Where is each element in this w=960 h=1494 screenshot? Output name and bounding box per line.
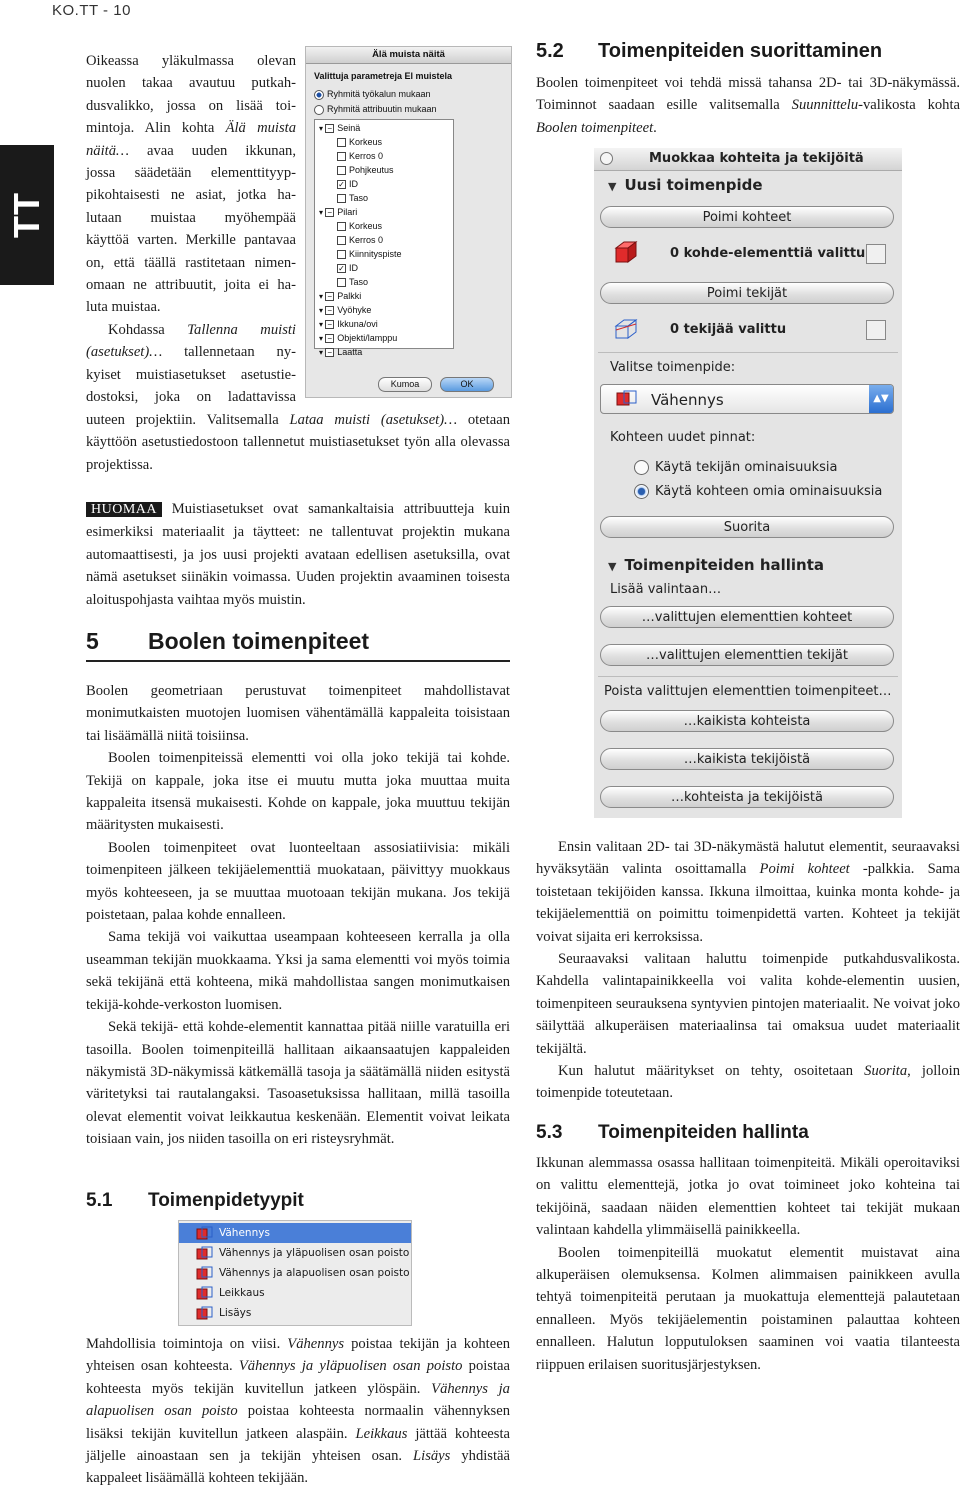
section-tab: [0, 145, 54, 285]
paragraph: Boolen toimenpiteillä muokatut elementit muistavat aina alkuperäisen olemuksensa. Kolmen alimmaisen painikkeen avulla tehtyä toimenpiteitä perutaan ja muokattuja elementtejä palautetaan ennalleen. Myös tekijäelementin poistaminen palauttaa kohteen ennalleen. Halutun lopputuloksen saaminen voi vaatia tilanteesta riippuen erilaisen suoritusjärjestyksen.: [536, 1244, 960, 1373]
radio-group-by-tool-label: Ryhmitä työkalun mukaan: [327, 89, 431, 99]
section-5-3-body: [536, 1152, 960, 1376]
checkbox-icon: [337, 194, 346, 203]
radio-off-icon: [314, 105, 324, 115]
operation-menu-item[interactable]: [179, 1303, 411, 1323]
section-5-2-body: [536, 836, 960, 1105]
text-line: Oikeassa yläkulmassa olevan: [86, 53, 296, 69]
intro-p2-lines: [86, 319, 296, 409]
checkbox-icon: [337, 138, 346, 147]
attribute-tree[interactable]: [314, 119, 454, 358]
tree-checkbox-item[interactable]: [337, 179, 358, 189]
radio-group-by-attribute[interactable]: [314, 104, 437, 115]
selected-operators-button[interactable]: …valittujen elementtien tekijät: [600, 644, 894, 666]
checkbox-icon: [337, 250, 346, 259]
page-number: KO.TT - 10: [52, 2, 131, 19]
section-5-rule: [86, 660, 510, 662]
text-line: nuolen takaa avautuu putkah-: [86, 75, 296, 92]
section-5-3-title: Toimenpiteiden hallinta: [598, 1122, 809, 1143]
section-new-operation[interactable]: [608, 176, 763, 194]
checkbox-icon: −: [325, 124, 334, 133]
expand-arrow-icon: ▾: [319, 348, 326, 357]
new-surfaces-label: Kohteen uudet pinnat:: [610, 430, 756, 445]
operation-menu-label: Vähennys: [219, 1227, 270, 1239]
operation-icon: [195, 1305, 215, 1321]
remove-operations-label: Poista valittujen elementtien toimenpiteet…: [604, 684, 892, 699]
section-5-3-number: 5.3: [536, 1122, 563, 1143]
radio-use-target-attributes[interactable]: [634, 484, 882, 499]
radio-use-operator-attributes-label: Käytä tekijän ominaisuuksia: [655, 460, 838, 475]
disclosure-triangle-icon: ▼: [608, 180, 617, 193]
tree-item-label: Kerros 0: [349, 235, 384, 245]
intro-text: [86, 50, 296, 409]
tree-item-label: Pilari: [337, 207, 358, 217]
tree-item-label: Ikkuna/ovi: [337, 319, 378, 329]
tree-checkbox-item[interactable]: [337, 193, 368, 203]
tree-item-label: Kerros 0: [349, 151, 384, 161]
tree-item-label: Pohjkeutus: [349, 165, 394, 175]
tree-group[interactable]: [319, 333, 397, 343]
tree-checkbox-item[interactable]: [337, 277, 368, 287]
expand-arrow-icon: ▾: [319, 306, 326, 315]
note-badge: HUOMAA: [86, 502, 162, 517]
tree-checkbox-item[interactable]: [337, 221, 382, 231]
cancel-button[interactable]: Kumoa: [378, 377, 432, 392]
all-operators-button[interactable]: …kaikista tekijöistä: [600, 748, 894, 770]
execute-button[interactable]: Suorita: [600, 516, 894, 538]
checkbox-icon: −: [325, 208, 334, 217]
text-line: lutaan muistaa myöhempää: [86, 209, 296, 226]
ok-button[interactable]: OK: [440, 377, 494, 392]
tree-item-label: Taso: [349, 193, 369, 203]
text-line: pikohtaisesti ne asiat, jotka ha-: [86, 187, 296, 204]
section-tab-label: TT: [6, 192, 47, 238]
tree-item-label: Kiinnityspiste: [349, 249, 402, 259]
tree-item-label: Vyöhyke: [337, 305, 372, 315]
checkbox-icon: ✓: [338, 264, 345, 274]
section-manage-operations[interactable]: [608, 556, 824, 574]
all-targets-button[interactable]: …kaikista kohteista: [600, 710, 894, 732]
expand-arrow-icon: ▾: [319, 292, 326, 301]
expand-arrow-icon: ▾: [319, 124, 326, 133]
operation-icon: [195, 1285, 215, 1301]
palette-title-bar: [594, 148, 902, 171]
tree-group[interactable]: [319, 305, 371, 315]
tree-group[interactable]: [319, 123, 360, 133]
tree-item-label: ID: [349, 263, 358, 273]
tree-item-label: Laatta: [337, 347, 363, 357]
radio-use-target-attributes-label: Käytä kohteen omia ominaisuuksia: [655, 484, 883, 499]
dropdown-arrows-icon: ▲▼: [869, 385, 893, 413]
radio-group-by-attribute-label: Ryhmitä attribuutin mukaan: [327, 104, 437, 114]
text-line: dusvalikko, jossa on lisää toi-: [86, 97, 296, 114]
text-line: on, että täällä rastitetaan nimen-: [86, 254, 296, 271]
tree-item-label: Taso: [349, 277, 369, 287]
operation-selected: Vähennys: [651, 391, 724, 409]
operation-icon: [195, 1245, 215, 1261]
checkbox-icon: −: [325, 348, 334, 357]
operation-menu-label: Lisäys: [219, 1307, 252, 1319]
text-line: (asetukset)… tallennetaan ny-: [86, 344, 296, 361]
text-line: näitä… avaa uuden ikkunan,: [86, 142, 296, 159]
radio-off-icon: [634, 460, 649, 475]
section-5-2-intro: Boolen toimenpiteet voi tehdä missä tahansa 2D- tai 3D-näkymässä. Toiminnot saadaan esille valitsemalla Suunnittelu-valikosta kohta Boolen toimenpiteet.: [536, 75, 960, 136]
paragraph: Sekä tekijä- että kohde-elementit kannattaa pitää niille varatuilla eri tasoilla. Boolen toimenpiteillä hallitaan aikaansaatujen kappaleiden näkymistä 3D-näkymissä kätkemällä tasoja ja säätämällä niiden esitystä väritetyksi tai rautalangaksi. Tasoasetuksissa hallitaan, millä tasoilla olevat elementit voivat leikkautua keskenään. Elementit voivat leikata toisiaan vain, jos niiden tasoilla on eri risteysryhmät.: [86, 1019, 510, 1148]
paragraph: Ikkunan alemmassa osassa hallitaan toimenpiteitä. Mikäli operoitaviksi on valittu elementtejä, jotka jo ovat toimineet joko kohteina tai tekijöinä, saadaan näiden elementtien kohteet tai tekijät mukaan valintaan kahdella ylimmäisellä painikkeella.: [536, 1155, 960, 1239]
operators-count: 0 tekijää valittu: [670, 322, 787, 337]
text-line: kyiset muistiasetukset asetustie-: [86, 366, 296, 383]
page-header: [0, 0, 960, 24]
dialog-title: Älä muista näitä: [306, 47, 511, 64]
radio-group-by-tool[interactable]: [314, 89, 431, 100]
section-5-body: [86, 680, 510, 1151]
operation-menu-item[interactable]: [179, 1223, 411, 1243]
dont-remember-dialog: [305, 46, 512, 398]
tree-item-label: Seinä: [337, 123, 361, 133]
expand-arrow-icon: ▾: [319, 320, 326, 329]
palette-title: Muokkaa kohteita ja tekijöitä: [649, 151, 864, 166]
note-text: Muistiasetukset ovat samankaltaisia attribuutteja kuin esimerkiksi materiaalit ja täytteet: ne tallentuvat projektin mukana automaattisesti, ja jos uusi projekti avataan edellisen asetuksilla, ovat nämä asetukset siinäkin voimassa. Uuden projektin avaaminen toisesta aloituspohjasta vaihtaa myös muistin.: [86, 501, 510, 608]
paragraph: Ensin valitaan 2D- tai 3D-näkymästä halutut elementit, seuraavaksi hyväksytään valinta osoittamalla Poimi kohteet -palkkia. Sama toistetaan tekijöiden kanssa. Ikkuna ilmoittaa, kuinka monta kohde- ja tekijäelementtiä on poimittu toimenpidettä varten. Kohteet ja tekijät voivat sijaita eri kerroksissa.: [536, 839, 960, 945]
checkbox-icon: −: [325, 306, 334, 315]
radio-use-operator-attributes[interactable]: [634, 460, 838, 475]
section-5-2-number: 5.2: [536, 40, 564, 62]
section-5-heading: [86, 628, 369, 655]
checkbox-icon: [337, 166, 346, 175]
intro-lines: [86, 50, 296, 319]
operations-text: Mahdollisia toimintoja on viisi. Vähennys poistaa tekijän ja kohteen yhteisen osan kohteesta. Vähennys ja yläpuolisen osan poisto poistaa kohteesta myös tekijän kuvitellun jatkeen ylöspäin. Vähennys ja alapuolisen osan poisto poistaa kohteesta normaalin vähennyksen lisäksi tekijän kuvitellun jatkeen alaspäin. Leikkaus jättää kohteesta jäljelle ainoastaan sen ja tekijän yhteisen osan. Lisäys yhdistää kappaleet lisäämällä kohteen tekijään.: [86, 1336, 510, 1487]
operation-icon: [195, 1225, 215, 1241]
tree-checkbox-item[interactable]: [337, 249, 402, 259]
operation-dropdown[interactable]: [600, 384, 894, 414]
section-5-1-number: 5.1: [86, 1190, 113, 1211]
operations-menu[interactable]: [178, 1220, 412, 1326]
expand-arrow-icon: ▾: [319, 334, 326, 343]
tree-checkbox-item[interactable]: [337, 263, 358, 273]
text-line: luta muistaa.: [86, 299, 161, 316]
operation-menu-item[interactable]: [179, 1283, 411, 1303]
operation-menu-item[interactable]: [179, 1263, 411, 1283]
radio-on-icon: [314, 90, 324, 100]
tree-checkbox-item[interactable]: [337, 151, 383, 161]
section-new-operation-label: Uusi toimenpide: [624, 176, 763, 194]
close-circle-icon[interactable]: [600, 152, 613, 165]
tree-checkbox-item[interactable]: [337, 235, 383, 245]
checkbox-icon: −: [325, 320, 334, 329]
boolean-operations-palette: [594, 148, 902, 818]
tree-item-label: ID: [349, 179, 358, 189]
tree-item-label: Korkeus: [349, 221, 383, 231]
section-5-3-heading: [536, 1122, 809, 1144]
tree-checkbox-item[interactable]: [337, 165, 394, 175]
dialog-group-label: Valittuja parametreja El muistela: [314, 71, 453, 81]
tree-group[interactable]: [319, 291, 361, 301]
separator: [598, 676, 898, 677]
operation-menu-label: Leikkaus: [219, 1287, 265, 1299]
paragraph: Boolen geometriaan perustuvat toimenpiteet mahdollistavat monimutkaisten muotojen luomisen vähentämällä kappaleita toisistaan tai lisäämällä niitä toisiinsa.: [86, 683, 510, 744]
paragraph: Sama tekijä voi vaikuttaa useampaan kohteeseen kerralla ja olla useamman tekijän muokkaama. Yksi ja sama elementti voi myös toimia sekä tekijänä että kohteena, mikä mahdollistaa sangen monimutkaisen tekijä-kohde-verkoston luomisen.: [86, 929, 510, 1013]
tree-group[interactable]: [319, 347, 362, 357]
text-line: Kohdassa Tallenna muisti: [108, 321, 296, 338]
select-operators-icon[interactable]: [866, 320, 886, 340]
tree-checkbox-item[interactable]: [337, 137, 382, 147]
checkbox-icon: [337, 152, 346, 161]
selected-targets-button[interactable]: …valittujen elementtien kohteet: [600, 606, 894, 628]
section-5-1-title: Toimenpidetyypit: [148, 1190, 304, 1211]
select-targets-icon[interactable]: [866, 244, 886, 264]
text-line: käyttöä varten. Merkille pantavaa: [86, 232, 296, 249]
pick-targets-button[interactable]: Poimi kohteet: [600, 206, 894, 228]
section-manage-operations-label: Toimenpiteiden hallinta: [624, 556, 825, 574]
tree-item-label: Palkki: [337, 291, 362, 301]
section-5-title: Boolen toimenpiteet: [148, 628, 370, 654]
checkbox-icon: [337, 278, 346, 287]
radio-on-icon: [634, 484, 649, 499]
disclosure-triangle-icon: ▼: [608, 560, 617, 573]
tree-item-label: Objekti/lamppu: [337, 333, 398, 343]
operator-cube-icon: [612, 316, 638, 342]
paragraph: Boolen toimenpiteet ovat luonteeltaan assosiatiivisia: mikäli toimenpiteen jälkeen tekijäelementtiä muokataan, päivittyy muokkaus myös kohteeseen, ja se muuttaa muotoaan tekijän mukana. Jos tekijä poistetaan, palaa kohde ennalleen.: [86, 839, 510, 924]
add-to-selection-label: Lisää valintaan…: [610, 582, 722, 597]
separator: [598, 352, 898, 353]
section-5-1-heading: [86, 1190, 304, 1212]
tree-item-label: Korkeus: [349, 137, 383, 147]
checkbox-icon: ✓: [338, 180, 345, 190]
operation-menu-label: Vähennys ja alapuolisen osan poisto: [219, 1267, 410, 1279]
pick-operators-button[interactable]: Poimi tekijät: [600, 282, 894, 304]
checkbox-icon: [337, 222, 346, 231]
target-cube-icon: [612, 240, 638, 266]
paragraph: Boolen toimenpiteissä elementti voi olla joko tekijä tai kohde. Tekijä on kappale, joka itse ei muutu mutta joka muuttaa muita kappaleita itsensä mukaisesti. Kohde on kappale, joka muuttuu tekijän määritysten mukaisesti.: [86, 750, 510, 834]
tree-group[interactable]: [319, 207, 357, 217]
tree-group[interactable]: [319, 319, 378, 329]
section-5-2-heading: [536, 40, 882, 63]
section-5-2-title: Toimenpiteiden suorittaminen: [598, 40, 883, 62]
text-line: omaan ne attribuutit, joita ei ha-: [86, 277, 296, 294]
checkbox-icon: −: [325, 334, 334, 343]
text-line: mintoja. Alin kohta Älä muista: [86, 120, 296, 137]
intro-p2-full: uuteen projektiin. Valitsemalla Lataa muisti (asetukset)… otetaan käyttöön asetustiedostoon tallennetut muistiasetukset työn alla olevassa projektissa.: [86, 412, 510, 473]
operation-menu-item[interactable]: [179, 1243, 411, 1263]
subtraction-icon: [615, 389, 639, 409]
checkbox-icon: −: [325, 292, 334, 301]
paragraph: Kun halutut määritykset on tehty, osoitetaan Suorita, jolloin toimenpide toteutetaan.: [536, 1063, 960, 1102]
text-line: dostoksi, joka on ladattavissa: [86, 389, 296, 406]
section-5-number: 5: [86, 628, 99, 654]
text-line: jossa säädetään elementtityyp-: [86, 165, 296, 182]
note-block: [86, 498, 510, 611]
expand-arrow-icon: ▾: [319, 208, 326, 217]
targets-count: 0 kohde-elementtiä valittu: [670, 246, 866, 261]
checkbox-icon: [337, 236, 346, 245]
paragraph: Seuraavaksi valitaan haluttu toimenpide putkahdusvalikosta. Kahdella valintapainikkeella voi valita kohde-elementin uusien, toimenpiteen seurauksena syntyvien pintojen materiaalit. Ne voivat joko säilyttää alkuperäisen materiaalinsa tai omaksua uudet materiaalit tekijältä.: [536, 951, 960, 1057]
operation-icon: [195, 1265, 215, 1281]
choose-operation-label: Valitse toimenpide:: [610, 360, 736, 375]
targets-and-operators-button[interactable]: …kohteista ja tekijöistä: [600, 786, 894, 808]
operation-menu-label: Vähennys ja yläpuolisen osan poisto: [219, 1247, 410, 1259]
